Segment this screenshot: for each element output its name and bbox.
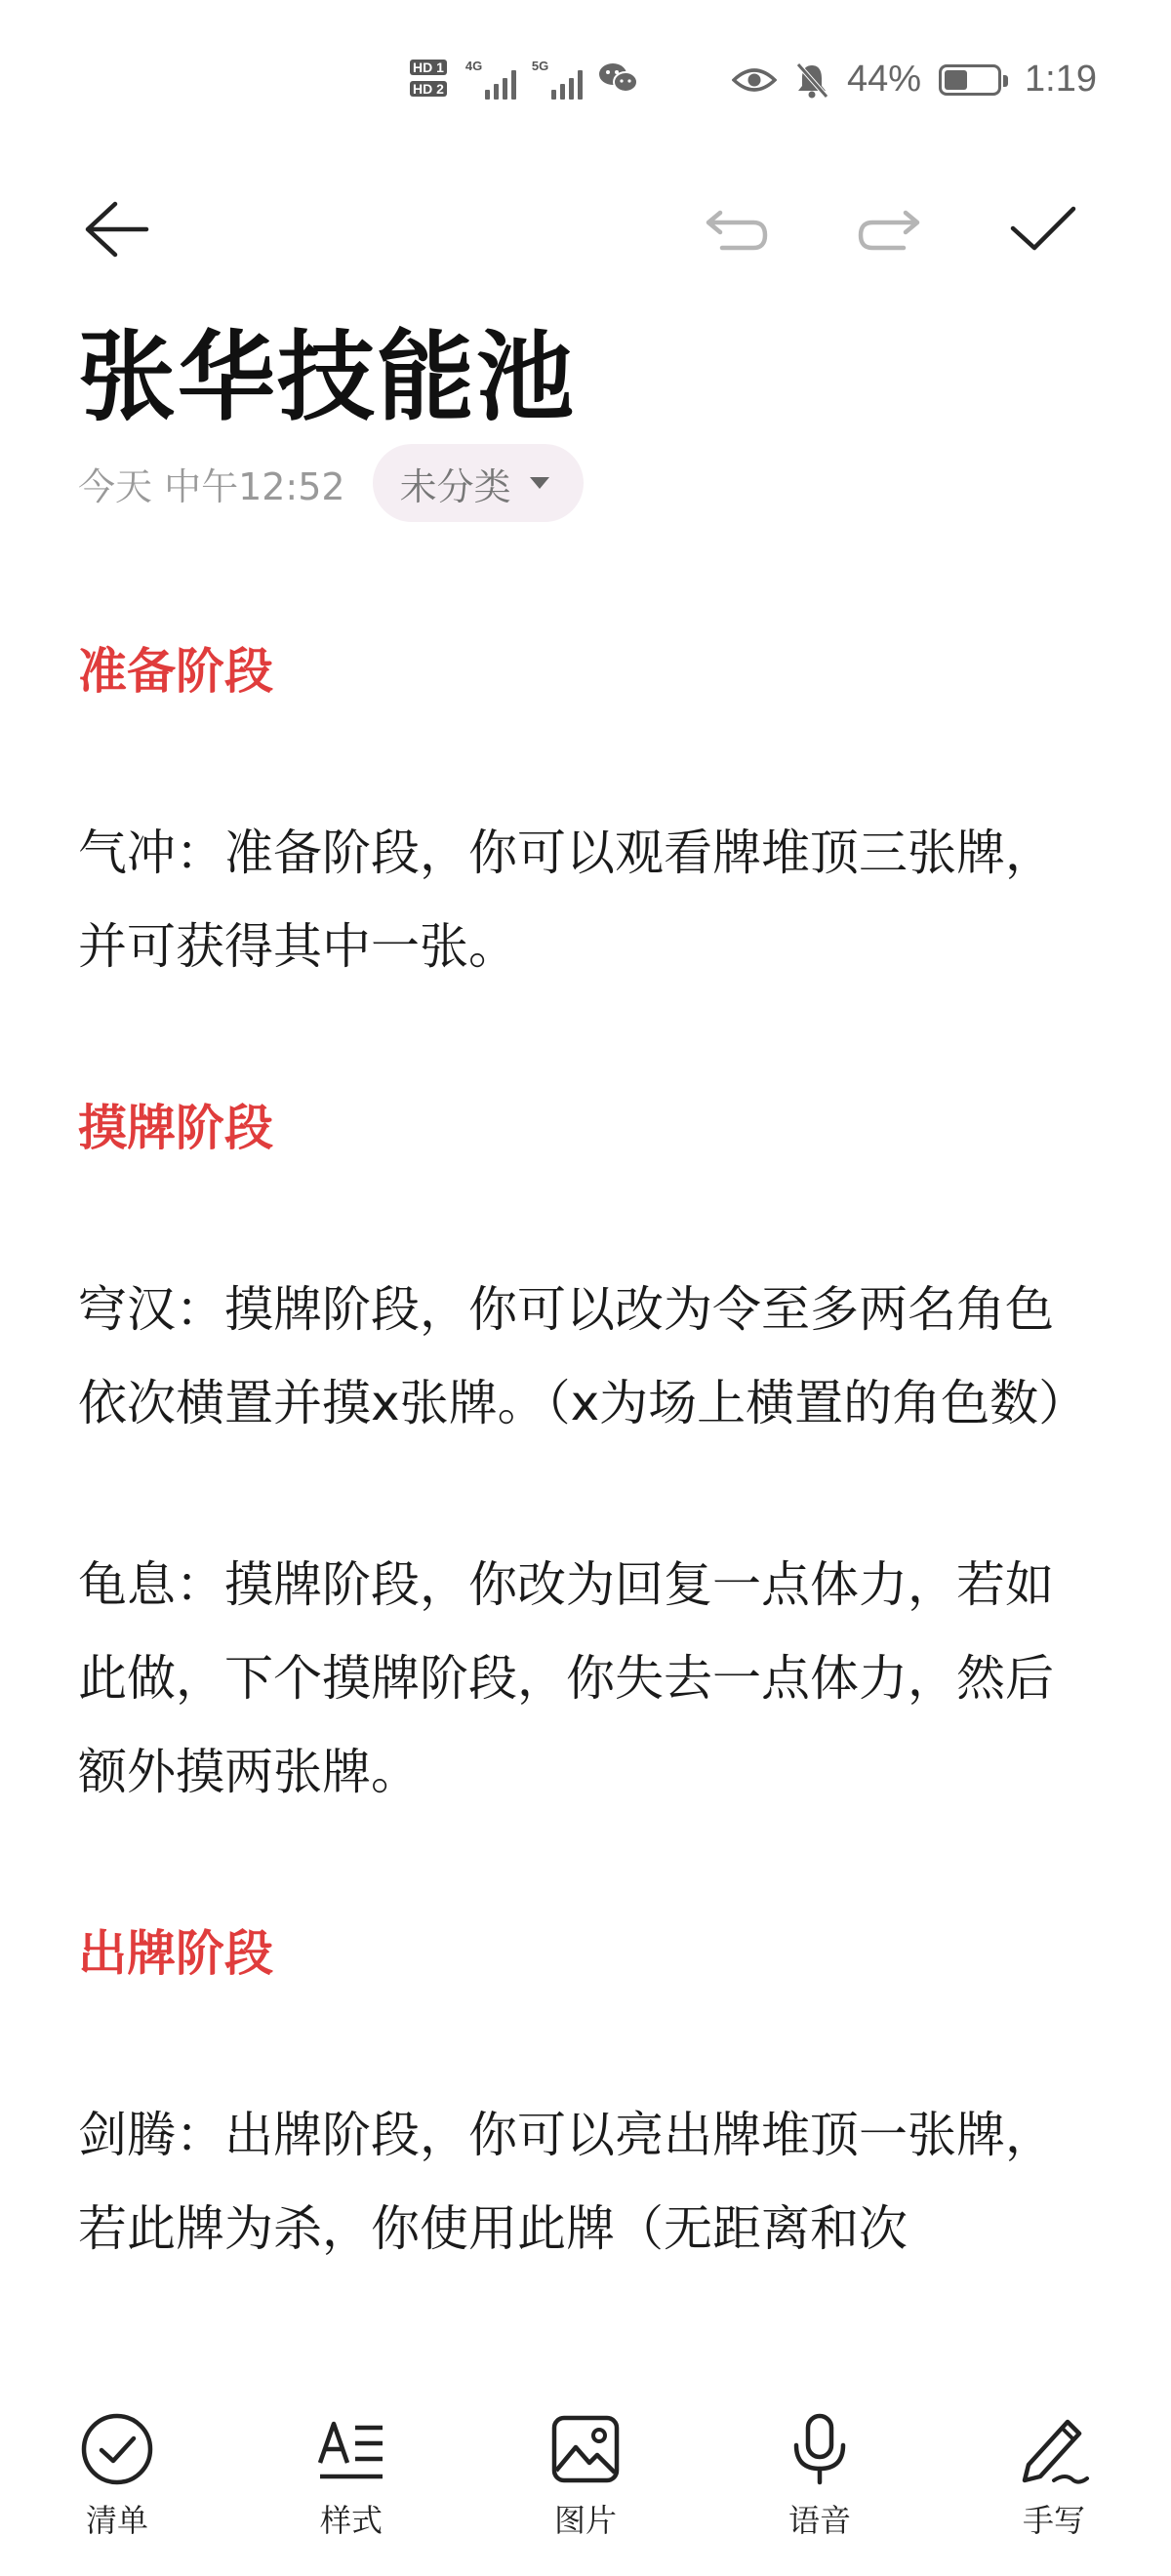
skill-paragraph: 穹汉：摸牌阶段，你可以改为令至多两名角色依次横置并摸x张牌。（x为场上横置的角色数） <box>78 1281 1088 1431</box>
redo-button[interactable] <box>845 185 933 273</box>
spacer <box>78 2000 1093 2088</box>
note-date: 今天 中午12:52 <box>78 464 345 508</box>
microphone-icon <box>781 2410 859 2488</box>
battery-icon <box>939 64 1001 96</box>
network-5g-label: 5G <box>531 59 549 73</box>
sim2-hd-badge <box>410 81 450 97</box>
note-title[interactable]: 张华技能池 <box>78 320 576 434</box>
editor-toolbar <box>0 185 1171 273</box>
style-button[interactable] <box>273 2400 429 2576</box>
clock: 1:19 <box>1025 59 1097 100</box>
note-body[interactable] <box>78 624 1093 2391</box>
handwriting-label: 手写 <box>1022 2502 1085 2539</box>
spacer <box>78 1175 1093 1263</box>
done-button[interactable] <box>999 185 1087 273</box>
voice-label: 语音 <box>787 2502 851 2539</box>
image-icon <box>546 2410 625 2488</box>
eye-icon <box>732 65 777 95</box>
skill-paragraph: 龟息：摸牌阶段，你改为回复一点体力，若如此做，下个摸牌阶段，你失去一点体力，然后额外摸两张牌。 <box>78 1556 1054 1800</box>
category-selector[interactable] <box>373 444 584 522</box>
battery-percent: 44% <box>846 59 922 100</box>
spacer <box>78 1450 1093 1538</box>
spacer <box>78 718 1093 806</box>
voice-button[interactable] <box>742 2400 898 2576</box>
status-bar <box>0 0 1171 166</box>
spacer <box>78 1819 1093 1907</box>
wechat-icon <box>598 60 639 96</box>
status-right <box>732 59 1097 101</box>
undo-button[interactable] <box>693 185 781 273</box>
sim1-hd-badge <box>410 60 450 75</box>
section-heading: 准备阶段 <box>78 643 273 700</box>
signal-5g <box>532 57 583 100</box>
network-4g-label: 4G <box>464 59 483 73</box>
chevron-down-icon <box>529 475 550 491</box>
signal-bars-icon <box>551 70 583 100</box>
signal-bars-icon <box>485 70 516 100</box>
category-label: 未分类 <box>399 464 511 508</box>
image-button[interactable] <box>507 2400 664 2576</box>
check-icon <box>1009 205 1077 254</box>
bottom-toolbar <box>0 2400 1171 2576</box>
section-heading: 出牌阶段 <box>78 1925 273 1982</box>
style-label: 样式 <box>319 2502 383 2539</box>
skill-paragraph: 剑腾：出牌阶段，你可以亮出牌堆顶一张牌，若此牌为杀，你使用此牌（无距离和次 <box>78 2107 1054 2257</box>
skill-paragraph: 气冲：准备阶段，你可以观看牌堆顶三张牌，并可获得其中一张。 <box>78 825 1054 975</box>
section-heading: 摸牌阶段 <box>78 1100 273 1156</box>
battery-fill <box>945 70 967 90</box>
checklist-label: 清单 <box>85 2502 148 2539</box>
note-meta <box>78 444 584 522</box>
handwriting-button[interactable] <box>976 2400 1132 2576</box>
text-style-icon <box>312 2410 390 2488</box>
checklist-button[interactable] <box>39 2400 195 2576</box>
sim-indicators <box>410 57 639 100</box>
sim2-hd-label: HD 2 <box>410 81 447 97</box>
image-label: 图片 <box>553 2502 617 2539</box>
back-arrow-icon <box>82 198 150 261</box>
sim1-hd-label: HD 1 <box>410 60 447 75</box>
signal-4g <box>465 57 516 100</box>
spacer <box>78 993 1093 1081</box>
pen-icon <box>1015 2410 1093 2488</box>
redo-icon <box>855 205 923 254</box>
mute-bell-icon <box>794 61 829 99</box>
back-button[interactable] <box>72 185 160 273</box>
checklist-icon <box>78 2410 156 2488</box>
undo-icon <box>703 205 771 254</box>
hd-stack <box>410 60 450 97</box>
